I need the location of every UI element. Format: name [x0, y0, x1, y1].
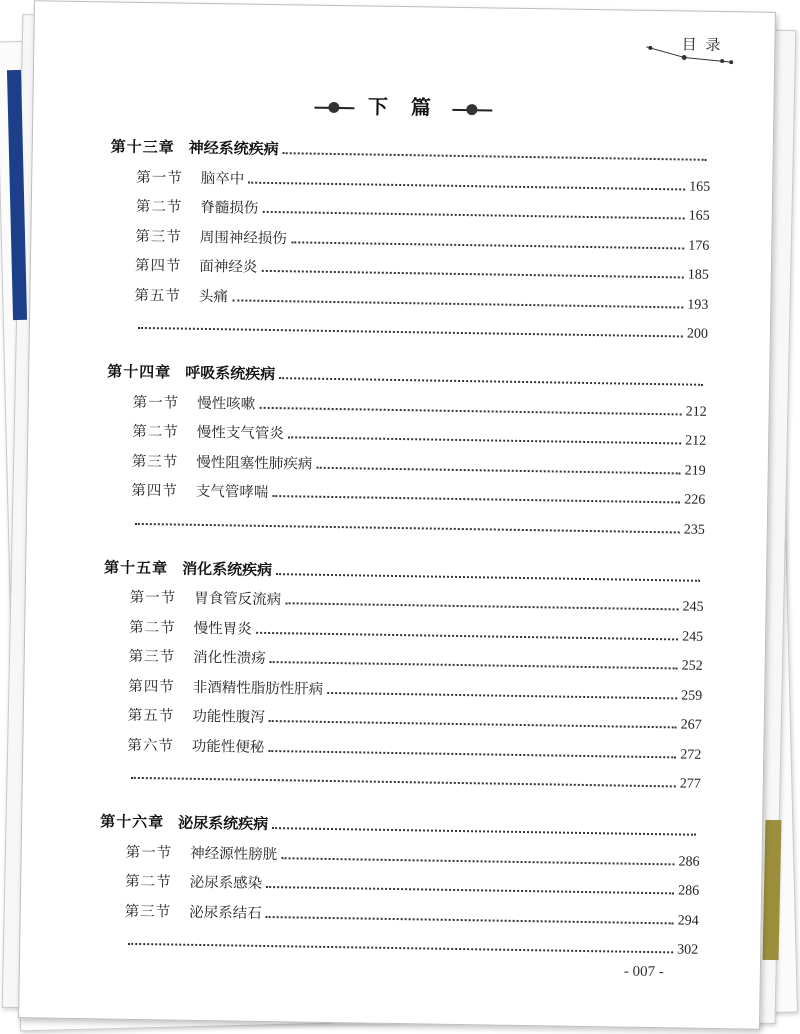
section-title: 功能性便秘 [191, 738, 265, 756]
section-number: 第四节 [134, 257, 182, 275]
section-page-number: 286 [678, 883, 700, 899]
chapter-block [105, 355, 708, 538]
section-title: 泌尿系感染 [189, 874, 263, 892]
tail-page-number: 200 [686, 326, 708, 342]
section-number: 第一节 [129, 589, 177, 607]
dot-leader [138, 327, 683, 338]
section-page-number: 176 [688, 238, 710, 254]
section-title: 慢性咳嗽 [197, 395, 256, 413]
section-title: 头痛 [198, 288, 229, 305]
section-page-number: 185 [687, 267, 709, 283]
toc-page [18, 0, 776, 1030]
section-page-number: 294 [677, 912, 699, 929]
section-page-number: 226 [684, 492, 706, 508]
dot-leader [327, 691, 677, 698]
dot-leader [135, 522, 680, 533]
section-number: 第六节 [127, 737, 174, 755]
section-page-number: 193 [687, 297, 709, 313]
section-title: 神经源性膀胱 [190, 845, 278, 863]
chapter-block [101, 551, 705, 793]
section-page-number: 286 [678, 853, 700, 870]
section-title: 慢性胃炎 [193, 620, 252, 638]
section-number: 第三节 [124, 903, 172, 921]
section-page-number: 165 [688, 208, 710, 224]
section-number: 第五节 [127, 707, 175, 725]
header-dots-ornament [644, 43, 734, 64]
section-number: 第三节 [128, 648, 176, 666]
chapter-number: 第十四章 [107, 362, 172, 382]
section-title: 面神经炎 [199, 258, 258, 276]
running-header: 目 录 [681, 35, 723, 55]
dot-leader [131, 777, 676, 788]
tail-page-number: 302 [677, 942, 699, 958]
section-number: 第五节 [134, 287, 182, 305]
section-number: 第二节 [125, 873, 172, 891]
section-number: 第二节 [132, 423, 179, 441]
section-page-number: 252 [681, 658, 703, 674]
section-page-number: 267 [680, 717, 702, 733]
section-title: 慢性阻塞性肺疾病 [196, 454, 313, 473]
chapter-number: 第十三章 [110, 137, 175, 157]
part-title [33, 85, 773, 126]
chapter-name: 神经系统疾病 [188, 138, 279, 159]
section-title: 支气管哮喘 [195, 483, 269, 501]
chapter-number: 第十六章 [100, 812, 165, 832]
part-title-text: 下 篇 [367, 94, 440, 120]
dot-leader [128, 943, 673, 954]
section-title: 周围神经损伤 [199, 229, 287, 247]
chapter-name: 消化系统疾病 [182, 559, 273, 579]
section-number: 第二节 [129, 619, 176, 637]
section-number: 第四节 [128, 678, 175, 696]
section-number: 第一节 [132, 394, 180, 412]
section-number: 第三节 [135, 228, 182, 246]
section-page-number: 245 [682, 628, 704, 645]
chapter-block [108, 130, 711, 342]
section-title: 脑卒中 [200, 170, 245, 188]
section-number: 第二节 [135, 198, 183, 216]
book-cover-edge [763, 820, 782, 960]
section-number: 第三节 [131, 453, 179, 471]
section-title: 脊髓损伤 [200, 199, 259, 217]
tail-page-number: 235 [683, 522, 705, 538]
section-page-number: 165 [689, 179, 711, 195]
tail-page-number: 277 [679, 776, 701, 792]
chapter-name: 泌尿系统疾病 [178, 813, 269, 834]
section-title: 消化性溃疡 [193, 649, 266, 667]
title-ornament-right [453, 108, 493, 111]
section-page-number: 259 [681, 687, 703, 704]
title-ornament-left [314, 106, 354, 109]
section-title: 慢性支气管炎 [196, 424, 284, 443]
section-title: 非酒精性脂肪性肝病 [192, 679, 324, 698]
section-page-number: 219 [684, 463, 706, 479]
section-page-number: 212 [685, 404, 707, 420]
section-title: 泌尿系结石 [189, 904, 262, 922]
section-number: 第一节 [136, 169, 183, 187]
section-page-number: 272 [680, 746, 702, 763]
page-number: - 007 - [623, 963, 664, 981]
table-of-contents [98, 130, 711, 980]
section-number: 第四节 [131, 482, 178, 500]
dot-leader [316, 466, 680, 474]
chapter-number: 第十五章 [104, 557, 169, 577]
section-page-number: 245 [682, 599, 704, 615]
section-number: 第一节 [125, 844, 173, 862]
section-title: 胃食管反流病 [194, 590, 282, 609]
chapter-block [98, 805, 700, 958]
section-title: 功能性腹泻 [192, 708, 265, 726]
chapter-name: 呼吸系统疾病 [185, 363, 276, 384]
section-page-number: 212 [685, 433, 707, 449]
